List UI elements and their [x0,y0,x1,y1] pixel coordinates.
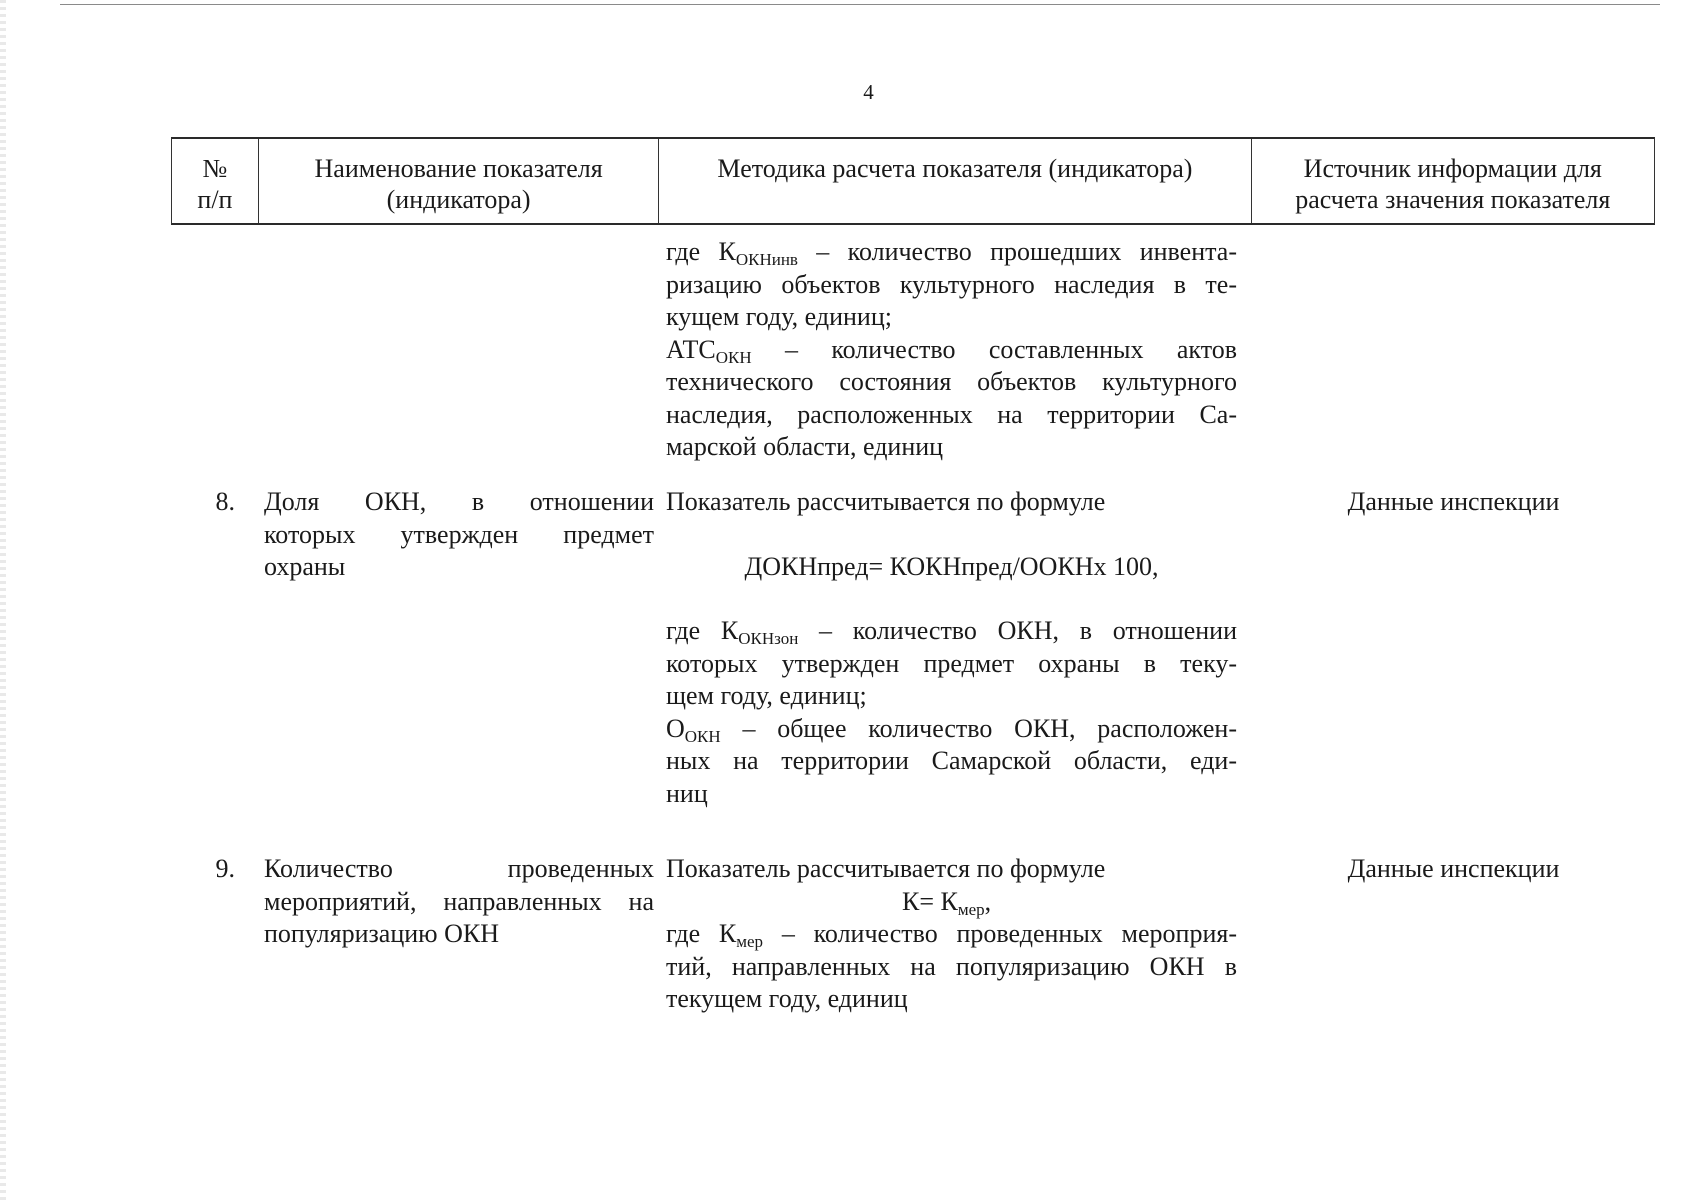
row-9-number: 9. [215,854,235,883]
row-8-formula: ДОКНпред= КОКНпред/ООКНх 100, [744,552,1159,581]
row-9-method: Показатель рассчитывается по формуле $К= К_{мер}$, где $К_{мер}$ – количество проведенных мероприя- тий, направленных на популяризацию ОКН в текущем году, единиц [666,854,1237,1013]
row-8-name: Доля ОКН, в отношении которых утвержден предмет охраны [264,487,654,581]
table-header [171,137,1655,225]
page-number: 4 [863,80,874,104]
row-9-source: Данные инспекции [1347,854,1560,883]
row-8-source: Данные инспекции [1347,487,1560,516]
row-8-method: Показатель рассчитывается по формуле [666,487,1106,516]
row-9-formula: $К= К_{мер}$, [902,886,992,919]
scan-top-rule [60,4,1660,5]
header-method: Методика расчета показателя (индикатора) [659,139,1251,223]
scan-edge [0,0,6,1200]
row-9-name: Количество проведенных мероприятий, направленных на популяризацию ОКН [264,854,654,948]
header-indicator-name: Наименование показателя (индикатора) [259,139,659,223]
continuation-method-text: где $К_{ОКНинв}$ – количество прошедших инвента- ризацию объектов культурного наследия в те- кущем году, единиц; $АТС_{ОКН}$ – количество составленных актов технического состояния объектов культурного наследия, расположенных на территории Са- марской области, единиц [666,237,1238,461]
header-number: № п/п [172,139,259,223]
header-source: Источник информации для расчета значения показателя [1295,154,1611,214]
row-8-number: 8. [215,487,235,516]
row-8-method-definitions: где $К_{ОКНзон}$ – количество ОКН, в отношении которых утвержден предмет охраны в теку- щем году, единиц; $О_{ОКН}$ – общее количество ОКН, расположен- ных на территории Самарской области, еди- ниц [666,616,1238,808]
